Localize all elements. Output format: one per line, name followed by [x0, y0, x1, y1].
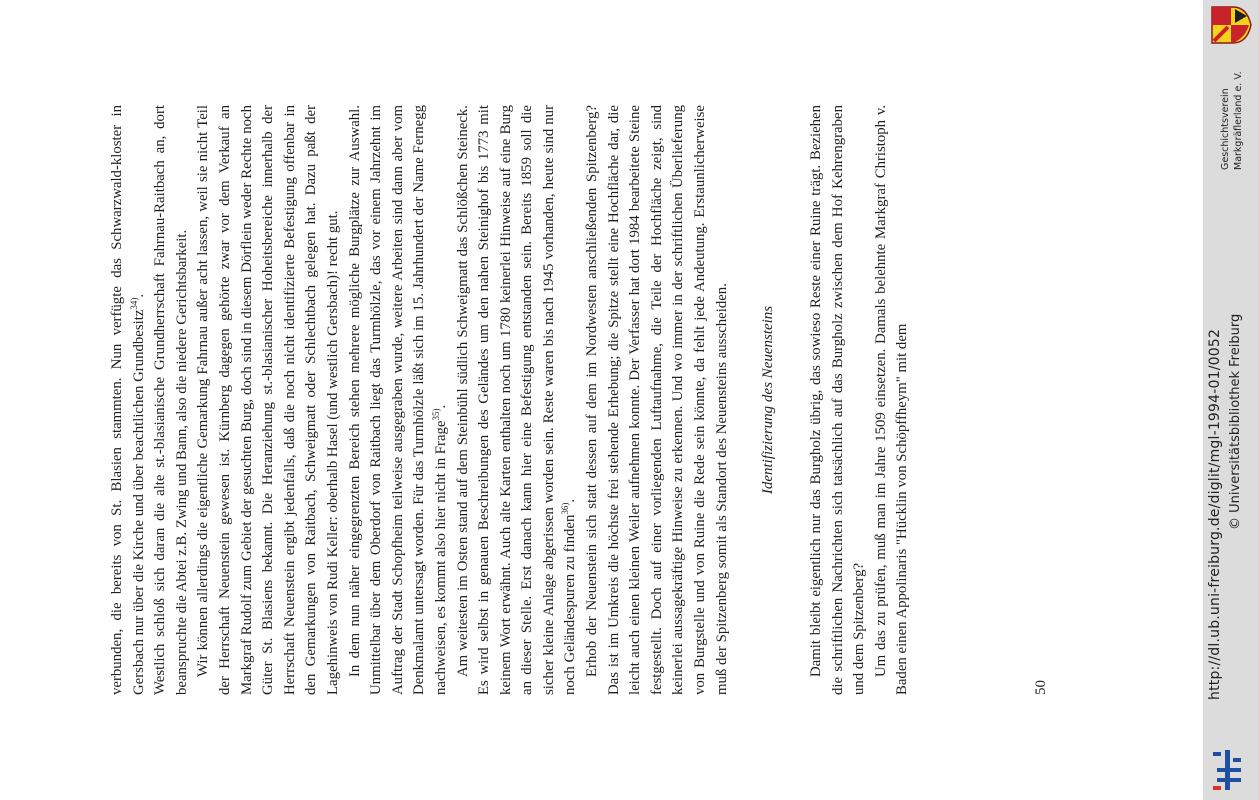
section-heading: Identifizierung des Neuensteins — [760, 305, 776, 495]
copyright-notice: © Universitätsbibliothek Freiburg — [1228, 313, 1243, 530]
paragraph-text: In dem nun näher eingegrenzten Bereich stehen mehrere mögliche Burgplätze zur Auswahl. Unmittelbar über dem Oberdorf von Raitbach liegt das Turmhölzle, das vor einem Jahrzehnt im Auftrag der Stadt Schopfheim teilweise ausgegraben wurde, weitere Arbeiten sind dann aber vom Denkmalamt untersagt worden. Für das Turmhölzle läßt sich im 15. Jahrhundert der Name Fernegg nachweisen, es kommt also hier nicht in Frage — [346, 105, 449, 695]
paragraph: Damit bleibt eigentlich nur das Burgholz übrig, das sowieso Reste einer Ruine trägt. Beziehen die schriftlichen Nachrichten sich tatsächlich auf das Burgholz zwischen dem Hof Kehrengraben und dem Spitzenberg? — [808, 105, 868, 695]
ub-freiburg-logo-icon — [1211, 748, 1245, 792]
coat-of-arms-icon — [1209, 4, 1253, 46]
paragraph: verbunden, die bereits von St. Blasien stammten. Nun verfügte das Schwarzwald-kloster in Gersbach nur über die Kirche und über beachtlichen Grundbesitz$^{34)}$. — [109, 105, 147, 695]
footnote-ref: 34) — [128, 297, 139, 310]
society-name-line2: Markgräflerland e. V. — [1233, 71, 1244, 170]
paragraph: Am weitesten im Osten stand auf dem Steinbühl südlich Schweigmatt das Schlößchen Steineck. Es wird selbst in genauen Beschreibungen des Geländes um den nahen Steinighof bis 1773 mit keinem Wort erwähnt. Auch alte Karten enthalten noch um 1780 keinerlei Hinweise auf eine Burg an dieser Stelle. Erst danach kann hier eine Befestigung entstanden sein. Bereits 1859 soll die sicher kleine Anlage abgerissen worden sein. Reste waren bis nach 1945 vorhanden, heute sind nur noch Geländespuren zu finden$^{36)}$. — [454, 105, 579, 695]
sidebar-strip — [1203, 0, 1259, 800]
paragraph: Erhob der Neuenstein sich statt dessen auf dem im Nordwesten anschließenden Spitzenberg? Das ist im Umkreis die höchste frei stehende Erhebung; die Spitze stellt eine Hochfläche dar, die leicht auch einen kleinen Weiler aufnehmen konnte. Der Verfasser hat dort 1984 bearbeitete Steine festgestellt. Doch auf einer vorliegenden Luftaufnahme, die Teile der Hochfläche zeigt, sind keinerlei aussagekräftige Hinweise zu erkennen. Und wo immer in der schriftlichen Überlieferung von Burgstelle und von Ruine die Rede sein könnte, da fehlt jede Andeutung. Erstaunlicherweise muß der Spitzenberg somit als Standort des Neuensteins ausscheiden. — [584, 105, 730, 695]
page-number: 50 — [1033, 680, 1049, 695]
body-text-top — [107, 105, 733, 695]
paragraph-text: Am weitesten im Osten stand auf dem Steinbühl südlich Schweigmatt das Schlößchen Steineck. Es wird selbst in genauen Beschreibungen des Geländes um den nahen Steinighof bis 1773 mit keinem Wort erwähnt. Auch alte Karten enthalten noch um 1780 keinerlei Hinweise auf eine Burg an dieser Stelle. Erst danach kann hier eine Befestigung entstanden sein. Bereits 1859 soll die sicher kleine Anlage abgerissen worden sein. Reste waren bis nach 1945 vorhanden, heute sind nur noch Geländespuren zu finden — [454, 105, 579, 695]
footnote-ref: 35) — [430, 408, 441, 421]
society-name-line1: Geschichtsverein — [1220, 88, 1231, 170]
paragraph: Um das zu prüfen, muß man im Jahre 1509 einsetzen. Damals belehnte Markgraf Christoph v. Baden einen Appolinaris "Hücklin von Schöpffheym" mit dem — [872, 105, 911, 695]
paragraph: Westlich schloß sich daran die alte st.-blasianische Grundherrschaft Fahrnau-Raitbach an, dort beanspruchte die Abtei z.B. Zwing und Bann, also die niedere Gerichtsbarkeit. — [152, 105, 190, 695]
document-url[interactable]: http://dl.ub.uni-freiburg.de/diglit/mgl-1994-01/0052 — [1207, 328, 1223, 700]
footnote-ref: 36) — [560, 502, 571, 515]
paragraph: In dem nun näher eingegrenzten Bereich stehen mehrere mögliche Burgplätze zur Auswahl. Unmittelbar über dem Oberdorf von Raitbach liegt das Turmhölzle, das vor einem Jahrzehnt im Auftrag der Stadt Schopfheim teilweise ausgegraben wurde, weitere Arbeiten sind dann aber vom Denkmalamt untersagt worden. Für das Turmhölzle läßt sich im 15. Jahrhundert der Name Fernegg nachweisen, es kommt also hier nicht in Frage$^{35)}$. — [346, 105, 449, 695]
page-content-rotated — [80, 105, 1080, 715]
sidebar-rotated — [1203, 0, 1259, 800]
paragraph-text: verbunden, die bereits von St. Blasien stammten. Nun verfügte das Schwarzwald-kloster in Gersbach nur über die Kirche und über beachtlichen Grundbesitz — [109, 105, 147, 695]
paragraph: Wir können allerdings die eigentliche Gemarkung Fahrnau außer acht lassen, weil sie nicht Teil der Herrschaft Neuenstein gewesen ist. Kürnberg dagegen gehörte zwar vor dem Verkauf an Markgraf Rudolf zum Gebiet der gesuchten Burg, doch sind in diesem Dörflein weder Rechte noch Güter St. Blasiens bekannt. Die Heranziehung st.-blasianischer Hoheitsbereiche innerhalb der Herrschaft Neuenstein ergibt jedenfalls, daß die noch nicht identifizierte Befestigung offenbar in den Gemarkungen von Raitbach, Schweigmatt oder Schlechtbach gelegen hat. Dazu paßt der Lagehinweis von Rudi Keller: oberhalb Hasel (und westlich Gersbach)! recht gut. — [195, 105, 341, 695]
body-text-bottom — [806, 105, 914, 695]
